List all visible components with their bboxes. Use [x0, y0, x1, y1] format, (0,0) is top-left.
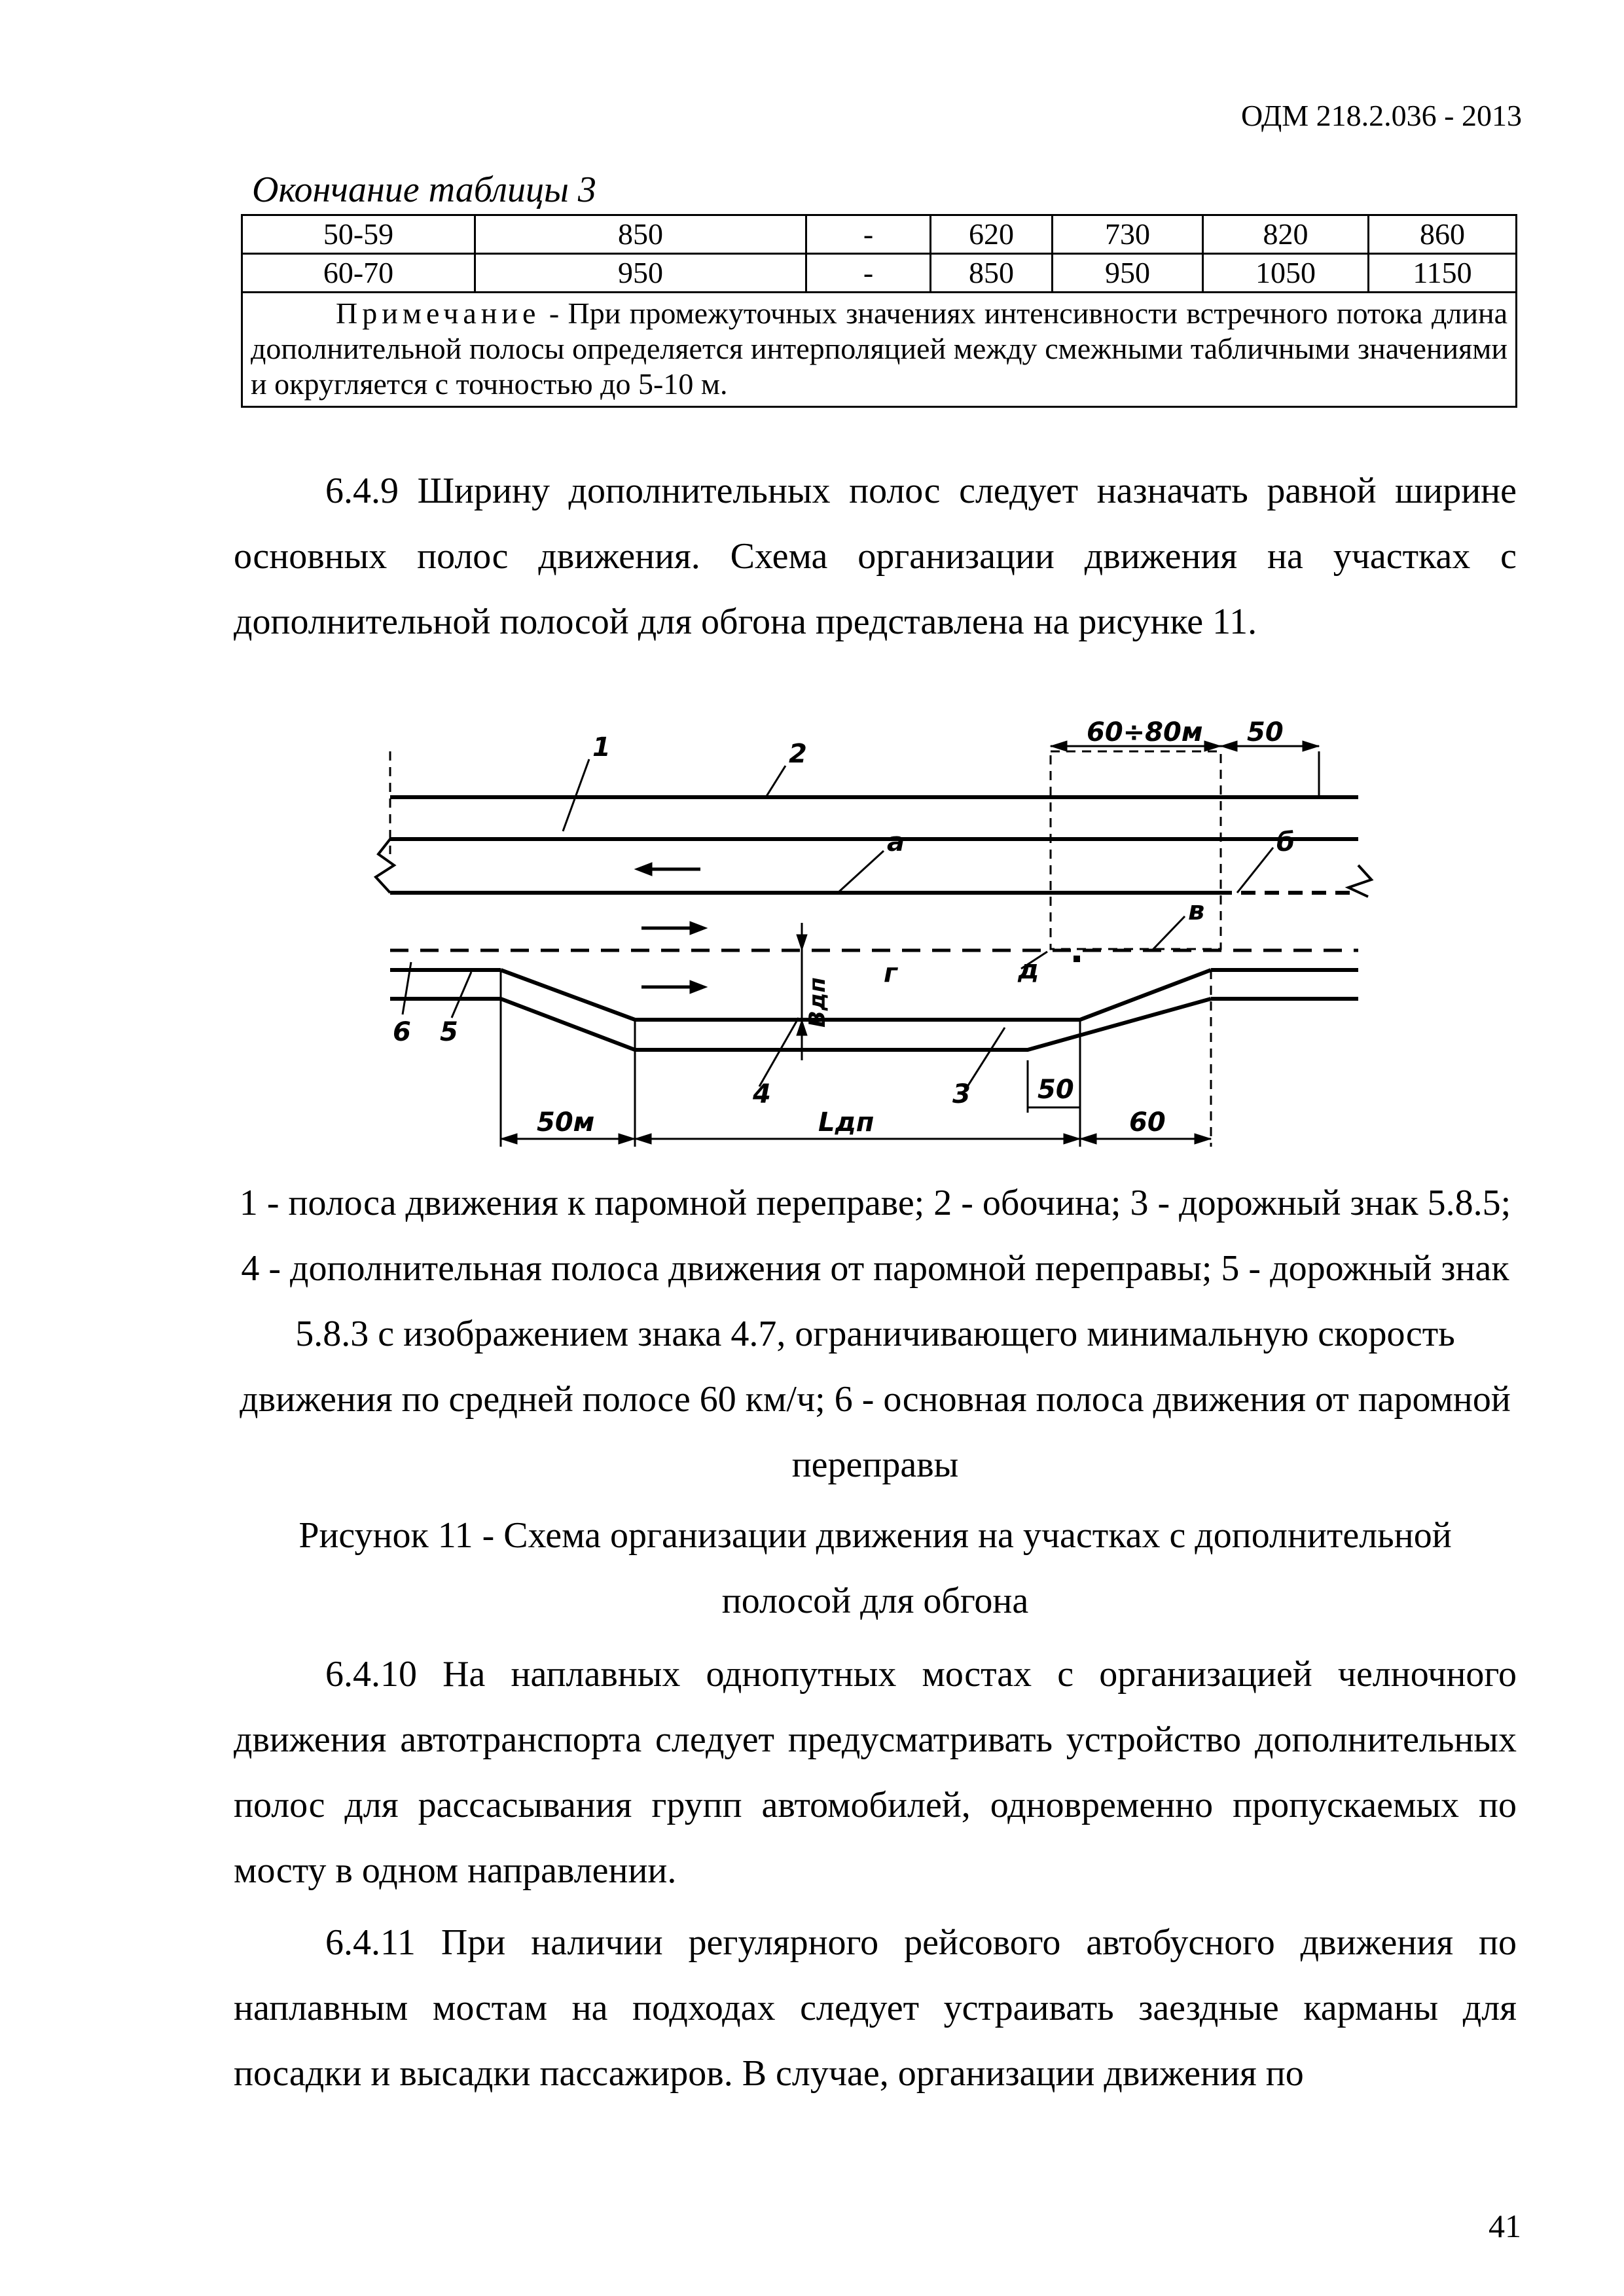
table-cell: 820 — [1203, 215, 1369, 254]
traffic-scheme-figure — [367, 720, 1388, 1172]
table-cell: - — [806, 254, 931, 293]
table-cell: 1050 — [1203, 254, 1369, 293]
table-cell: 950 — [1053, 254, 1203, 293]
note-lead: Примечание — [336, 296, 541, 330]
label-b: б — [1276, 827, 1295, 857]
table-note-row — [242, 293, 1517, 407]
label-6: 6 — [393, 1017, 411, 1047]
note-text: - При промежуточных значениях интенсивности встречного потока длина дополнительной полосы определяется интерполяцией между смежными табличными значениями и округляется с точностью до 5-10 м. — [251, 296, 1507, 401]
table-cell: 860 — [1369, 215, 1517, 254]
figure-title — [253, 1503, 1497, 1634]
page-number: 41 — [1489, 2208, 1521, 2244]
label-v: в — [1188, 896, 1205, 926]
figure-title-text: Рисунок 11 - Схема организации движения на участках с дополнительной полосой для обгона — [298, 1515, 1452, 1621]
paragraph-6-4-9 — [234, 458, 1517, 655]
label-4: 4 — [753, 1079, 771, 1109]
leader-b — [1237, 848, 1273, 893]
leader-4 — [759, 1018, 799, 1086]
leader-v — [1152, 916, 1185, 950]
dim-60: 60 — [1129, 1107, 1166, 1138]
additional-lane-outer — [501, 999, 1211, 1050]
arrow-right-icon — [690, 922, 707, 935]
label-1: 1 — [592, 732, 611, 762]
figure-legend — [234, 1170, 1517, 1498]
paragraph-6-4-10 — [234, 1641, 1517, 1903]
dim-60-80: 60÷80м — [1087, 720, 1203, 747]
break-left — [376, 839, 394, 893]
table-3-end — [241, 214, 1517, 408]
table-cell: 730 — [1053, 215, 1203, 254]
dim-50-top: 50 — [1247, 720, 1284, 747]
label-5: 5 — [440, 1017, 458, 1047]
sign-marker — [1074, 956, 1080, 962]
table-row — [242, 215, 1517, 254]
table-row — [242, 254, 1517, 293]
paragraph-text: 6.4.11 При наличии регулярного рейсового автобусного движения по наплавным мостам на подходах следует устраивать заездные карманы для посадки и высадки пассажиров. В случае, организации движения по — [234, 1922, 1517, 2094]
paragraph-text: 6.4.9 Ширину дополнительных полос следует назначать равной ширине основных полос движения. Схема организации движения на участках с дополнительной полосой для обгона представлена на рисунке 11. — [234, 471, 1517, 642]
label-d: д — [1018, 955, 1039, 985]
table-cell: 620 — [931, 215, 1053, 254]
dim-50-bottom: 50 — [1038, 1075, 1074, 1105]
legend-text: 1 - полоса движения к паромной переправе; 2 - обочина; 3 - дорожный знак 5.8.5; 4 - дополнительная полоса движения от паромной переправы; 5 - дорожный знак 5.8.3 с изображением знака 4.7, ограничивающего минимальную скорость движения по средней полосе 60 км/ч; 6 - основная полоса движения от паромной переправы — [239, 1183, 1511, 1485]
label-a: а — [887, 827, 905, 857]
table-cell: 1150 — [1369, 254, 1517, 293]
table-cell: 950 — [475, 254, 806, 293]
arrow-left-icon — [635, 863, 652, 876]
table-note — [242, 293, 1517, 407]
table-cell: 850 — [475, 215, 806, 254]
additional-lane-inner — [501, 970, 1211, 1020]
paragraph-text: 6.4.10 На наплавных однопутных мостах с организацией челночного движения автотранспорта следует предусматривать устройство дополнительных полос для рассасывания групп автомобилей, одновременно пропускаемых по мосту в одном направлении. — [234, 1654, 1517, 1891]
label-g: г — [884, 958, 897, 988]
dim-ldp: Lдп — [818, 1107, 875, 1138]
leader-3 — [967, 1028, 1005, 1086]
dim-bdp: Bдп — [804, 977, 831, 1028]
arrow-right-icon — [690, 980, 707, 994]
leader-2 — [766, 766, 785, 797]
table-cell: 50-59 — [242, 215, 475, 254]
table-cell: 850 — [931, 254, 1053, 293]
paragraph-6-4-11 — [234, 1910, 1517, 2106]
table-caption: Окончание таблицы 3 — [252, 170, 596, 210]
leader-a — [838, 851, 884, 893]
break-right — [1348, 865, 1371, 897]
label-2: 2 — [789, 739, 807, 769]
document-code: ОДМ 218.2.036 - 2013 — [1240, 99, 1522, 132]
table-cell: - — [806, 215, 931, 254]
label-3: 3 — [952, 1079, 971, 1109]
leader-5 — [452, 972, 471, 1018]
dim-50m: 50м — [537, 1107, 595, 1138]
table-cell: 60-70 — [242, 254, 475, 293]
